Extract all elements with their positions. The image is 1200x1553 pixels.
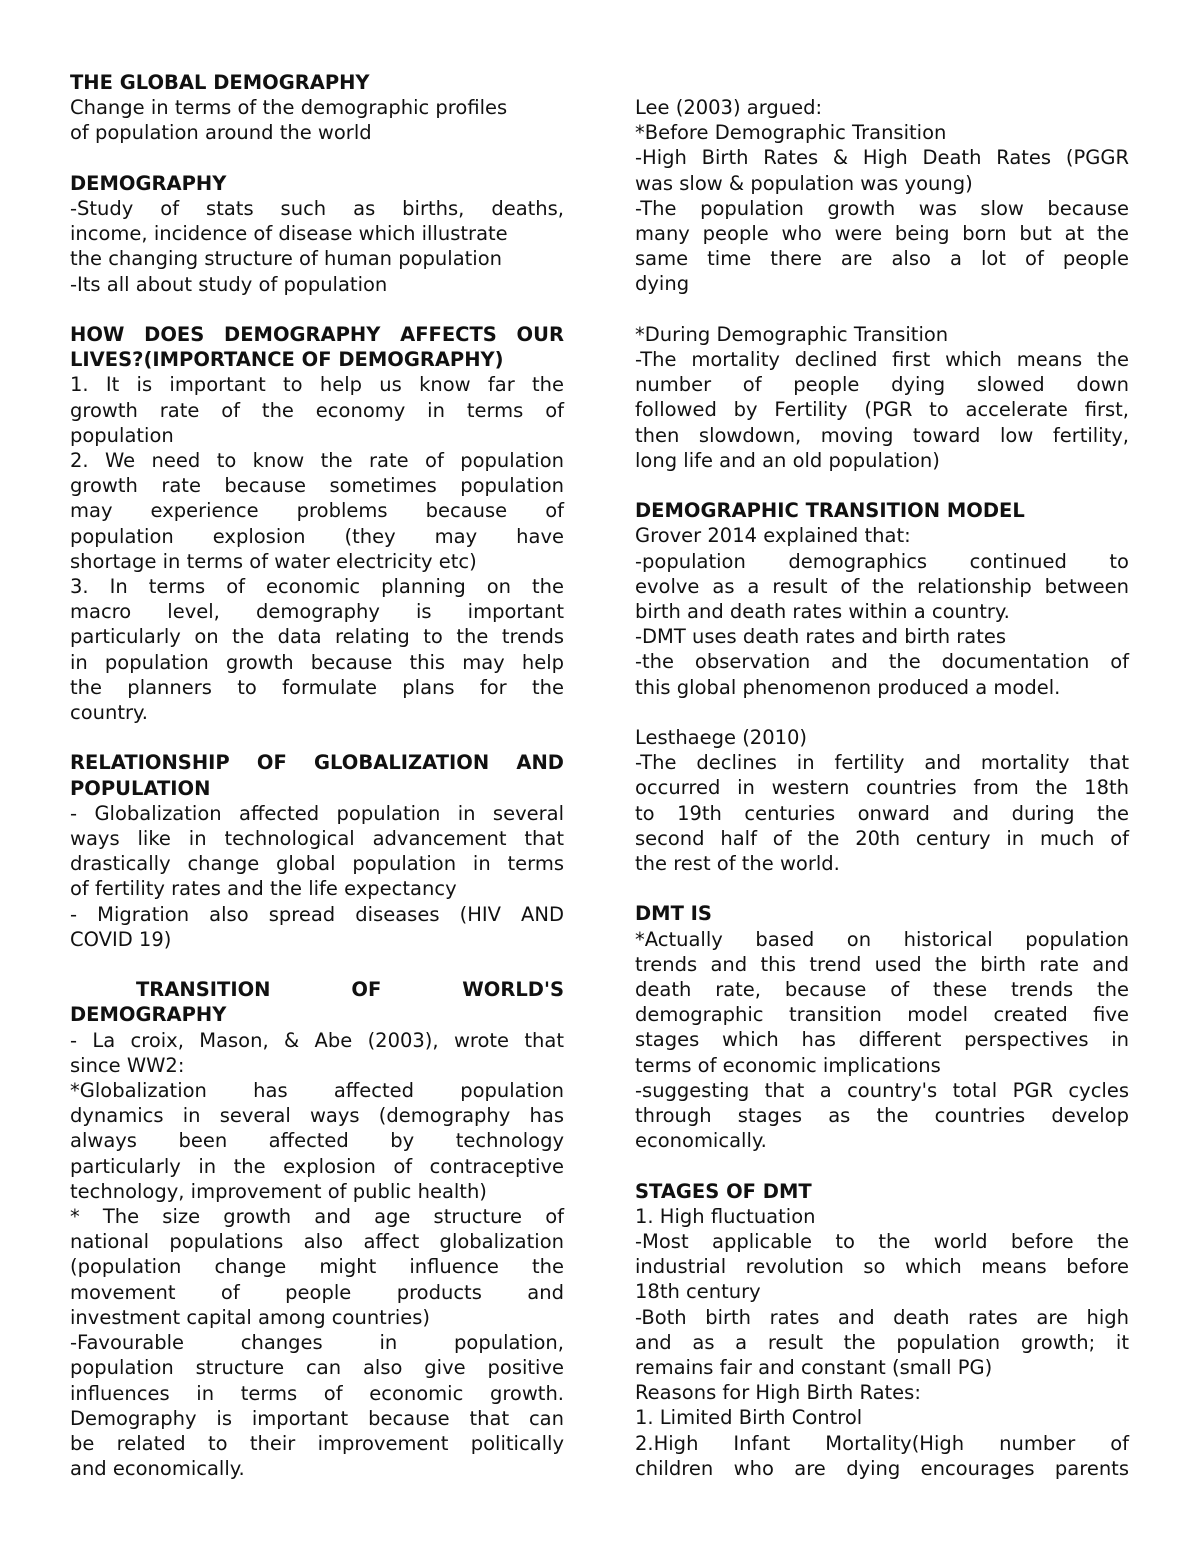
- text-line: demographic transition model created five: [635, 1003, 1129, 1027]
- text-line: the rest of the world.: [635, 852, 840, 876]
- text-line: death rate, because of these trends the: [635, 978, 1129, 1002]
- text-line: Grover 2014 explained that:: [635, 524, 911, 548]
- text-line: - Migration also spread diseases (HIV AND: [70, 902, 564, 926]
- text-line: ways like in technological advancement that: [70, 827, 564, 851]
- text-line: *Globalization has affected population: [70, 1079, 564, 1103]
- text-line: growth rate because sometimes population: [70, 474, 564, 498]
- text-line: industrial revolution so which means before: [635, 1255, 1129, 1279]
- section-heading-line: DMT IS: [635, 902, 712, 926]
- text-line: 1. Limited Birth Control: [635, 1406, 863, 1430]
- text-line: shortage in terms of water electricity etc): [70, 549, 477, 573]
- text-line: evolve as a result of the relationship between: [635, 574, 1129, 598]
- text-line: * The size growth and age structure of: [70, 1205, 564, 1229]
- text-line: drastically change global population in terms: [70, 852, 564, 876]
- blank-line: [635, 1153, 1129, 1178]
- text-line: Reasons for High Birth Rates:: [635, 1381, 921, 1405]
- text-line: growth rate of the economy in terms of: [70, 398, 564, 422]
- text-line: investment capital among countries): [70, 1305, 431, 1329]
- text-line: to 19th centuries onward and during the: [635, 801, 1129, 825]
- text-line: income, incidence of disease which illustrate: [70, 222, 508, 246]
- text-line: -Both birth rates and death rates are high: [635, 1305, 1129, 1329]
- text-line: -Its all about study of population: [70, 272, 388, 296]
- text-line: population structure can also give positive: [70, 1356, 564, 1380]
- section-heading-line: TRANSITION OF WORLD'S: [136, 978, 564, 1002]
- text-line: - La croix, Mason, & Abe (2003), wrote that: [70, 1028, 564, 1052]
- left-column: [70, 70, 564, 1481]
- text-line: -Most applicable to the world before the: [635, 1230, 1129, 1254]
- text-line: (population change might influence the: [70, 1255, 564, 1279]
- blank-line: [70, 297, 564, 322]
- text-line: -The declines in fertility and mortality that: [635, 751, 1129, 775]
- text-line: trends and this trend used the birth rate and: [635, 952, 1129, 976]
- text-line: number of people dying slowed down: [635, 373, 1129, 397]
- text-line: dying: [635, 272, 690, 296]
- text-line: population: [70, 423, 174, 447]
- text-line: COVID 19): [70, 927, 172, 951]
- text-line: followed by Fertility (PGR to accelerate first,: [635, 398, 1129, 422]
- text-line: then slowdown, moving toward low fertility,: [635, 423, 1129, 447]
- text-line: children who are dying encourages parents: [635, 1456, 1129, 1480]
- section-heading-line: THE GLOBAL DEMOGRAPHY: [70, 71, 370, 94]
- text-line: and economically.: [70, 1457, 245, 1481]
- section-heading-line: RELATIONSHIP OF GLOBALIZATION AND: [70, 751, 564, 775]
- blank-line: [635, 700, 1129, 725]
- text-line: may experience problems because of: [70, 499, 564, 523]
- text-line: in population growth because this may help: [70, 650, 564, 674]
- text-line: particularly in the explosion of contraceptive: [70, 1154, 564, 1178]
- section-heading-line: LIVES?(IMPORTANCE OF DEMOGRAPHY): [70, 348, 504, 372]
- text-line: be related to their improvement politically: [70, 1431, 564, 1455]
- text-line: -the observation and the documentation of: [635, 650, 1129, 674]
- text-line: particularly on the data relating to the trends: [70, 625, 564, 649]
- section-heading-line: POPULATION: [70, 776, 211, 800]
- blank-line: [70, 146, 564, 171]
- text-line: this global phenomenon produced a model.: [635, 675, 1061, 699]
- section-heading-line: DEMOGRAPHIC TRANSITION MODEL: [635, 499, 1025, 523]
- text-line: -Favourable changes in population,: [70, 1331, 564, 1355]
- text-line: *Before Demographic Transition: [635, 121, 947, 145]
- text-line: Lesthaege (2010): [635, 726, 808, 750]
- text-line: the changing structure of human population: [70, 247, 502, 271]
- right-column: [635, 95, 1129, 1481]
- text-line: national populations also affect globalization: [70, 1230, 564, 1254]
- blank-line: [70, 725, 564, 750]
- text-line: economically.: [635, 1129, 767, 1153]
- text-line: second half of the 20th century in much of: [635, 826, 1129, 850]
- text-line: 1. It is important to help us know far the: [70, 373, 564, 397]
- text-line: macro level, demography is important: [70, 600, 564, 624]
- blank-line: [70, 952, 564, 977]
- text-line: movement of people products and: [70, 1280, 564, 1304]
- text-line: 18th century: [635, 1280, 761, 1304]
- text-line: stages which has different perspectives in: [635, 1028, 1129, 1052]
- text-line: same time there are also a lot of people: [635, 247, 1129, 271]
- text-line: 2. We need to know the rate of population: [70, 449, 564, 473]
- text-line: *Actually based on historical population: [635, 927, 1129, 951]
- text-line: - Globalization affected population in several: [70, 801, 564, 825]
- text-line: of population around the world: [70, 121, 372, 145]
- text-line: Change in terms of the demographic profiles: [70, 96, 508, 120]
- text-line: *During Demographic Transition: [635, 322, 949, 346]
- text-line: many people who were being born but at the: [635, 222, 1129, 246]
- section-heading-line: HOW DOES DEMOGRAPHY AFFECTS OUR: [70, 323, 564, 346]
- blank-line: [635, 876, 1129, 901]
- blank-line: [635, 297, 1129, 322]
- text-line: remains fair and constant (small PG): [635, 1356, 993, 1380]
- text-line: terms of economic implications: [635, 1053, 941, 1077]
- text-line: Demography is important because that can: [70, 1406, 564, 1430]
- text-line: Lee (2003) argued:: [635, 96, 823, 119]
- text-line: was slow & population was young): [635, 171, 973, 195]
- text-line: influences in terms of economic growth.: [70, 1381, 564, 1405]
- text-line: -suggesting that a country's total PGR cycles: [635, 1078, 1129, 1102]
- text-line: since WW2:: [70, 1053, 185, 1077]
- text-line: country.: [70, 701, 148, 725]
- text-line: technology, improvement of public health): [70, 1179, 487, 1203]
- section-heading-line: STAGES OF DMT: [635, 1179, 812, 1203]
- text-line: 3. In terms of economic planning on the: [70, 575, 564, 599]
- text-line: of fertility rates and the life expectancy: [70, 877, 457, 901]
- section-heading-line: DEMOGRAPHY: [70, 1003, 227, 1027]
- text-line: -The population growth was slow because: [635, 196, 1129, 220]
- text-line: and as a result the population growth; it: [635, 1330, 1129, 1354]
- text-line: population explosion (they may have: [70, 524, 564, 548]
- text-line: birth and death rates within a country.: [635, 600, 1010, 624]
- text-line: -Study of stats such as births, deaths,: [70, 197, 564, 220]
- section-heading-line: DEMOGRAPHY: [70, 171, 227, 195]
- text-line: -population demographics continued to: [635, 549, 1129, 573]
- text-line: -The mortality declined first which means the: [635, 348, 1129, 372]
- text-line: 1. High fluctuation: [635, 1204, 816, 1228]
- text-line: dynamics in several ways (demography has: [70, 1104, 564, 1128]
- text-line: occurred in western countries from the 18th: [635, 776, 1129, 800]
- text-line: -High Birth Rates & High Death Rates (PGGR: [635, 146, 1129, 170]
- text-line: long life and an old population): [635, 448, 940, 472]
- text-line: 2.High Infant Mortality(High number of: [635, 1431, 1129, 1455]
- text-line: -DMT uses death rates and birth rates: [635, 625, 1007, 649]
- blank-line: [635, 473, 1129, 498]
- text-line: the planners to formulate plans for the: [70, 675, 564, 699]
- text-line: through stages as the countries develop: [635, 1104, 1129, 1128]
- text-line: always been affected by technology: [70, 1129, 564, 1153]
